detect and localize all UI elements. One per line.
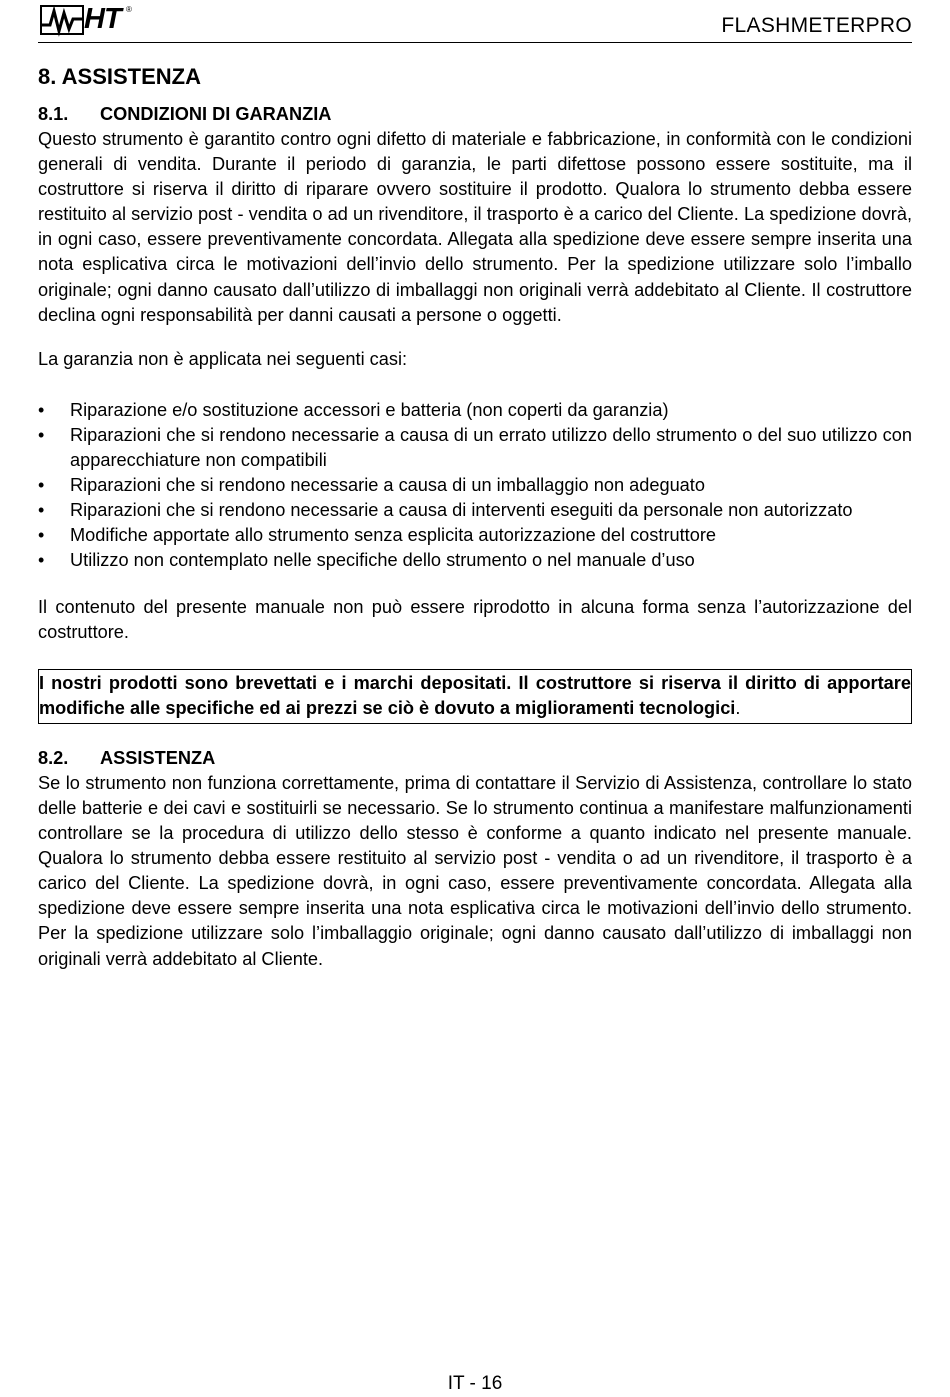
exclusions-intro: La garanzia non è applicata nei seguenti casi:: [38, 348, 408, 369]
copyright-paragraph: Il contenuto del presente manuale non può essere riprodotto in alcuna forma senza l’autorizzazione del costruttore.: [38, 596, 912, 642]
logo-registered-mark: ®: [126, 5, 132, 14]
patent-notice-tail: .: [735, 697, 741, 718]
warranty-title: CONDIZIONI DI GARANZIA: [100, 104, 332, 124]
list-item: • Modifiche apportate allo strumento senza esplicita autorizzazione del costruttore: [38, 523, 912, 548]
list-item: • Riparazioni che si rendono necessarie a causa di un imballaggio non adeguato: [38, 473, 912, 498]
list-item: • Utilizzo non contemplato nelle specifiche dello strumento o nel manuale d’uso: [38, 548, 912, 573]
page-number: IT - 16: [447, 1373, 503, 1394]
list-item: • Riparazioni che si rendono necessarie a causa di interventi eseguiti da personale non autorizzato: [38, 498, 912, 523]
page-header: [38, 0, 912, 43]
warranty-number: 8.1.: [38, 104, 69, 124]
warranty-heading: [38, 102, 912, 127]
ht-logo-mark-icon: [40, 3, 84, 37]
logo-text: HT: [84, 3, 121, 35]
patent-notice-text: I nostri prodotti sono brevettati e i marchi depositati. Il costruttore si riserva il diritto di apportare modifiche alle specifiche ed ai prezzi se ciò è dovuto a miglioramenti tecnologici: [39, 672, 911, 718]
section-title: ASSISTENZA: [61, 64, 202, 89]
warranty-paragraph: Questo strumento è garantito contro ogni difetto di materiale e fabbricazione, in conformità con le condizioni generali di vendita. Durante il periodo di garanzia, le parti difettose possono essere sostituite, ma il costruttore si riserva il diritto di riparare ovvero sostituire il prodotto. Qualora lo strumento debba essere restituito al servizio post - vendita o ad un rivenditore, il trasporto è a carico del Cliente. La spedizione dovrà, in ogni caso, essere preventivamente concordata. Allegata alla spedizione deve essere sempre inserita una nota esplicativa circa le motivazioni dell’invio dello strumento. Per la spedizione utilizzare solo l’imballo originale; ogni danno causato dall’utilizzo di imballaggi non originali verrà addebitato al Cliente. Il costruttore declina ogni responsabilità per danni causati a persone o oggetti.: [38, 129, 912, 325]
assistance-heading: [38, 746, 912, 771]
ht-logo: [40, 3, 132, 37]
list-item: • Riparazioni che si rendono necessarie a causa di un errato utilizzo dello strumento o del suo utilizzo con apparecchiature non compatibili: [38, 423, 912, 473]
assistance-paragraph: Se lo strumento non funziona correttamente, prima di contattare il Servizio di Assistenza, controllare lo stato delle batterie e dei cavi e sostituirli se necessario. Se lo strumento continua a manifestare malfunzionamenti controllare se la procedura di utilizzo dello stesso è conforme a quanto indicato nel presente manuale. Qualora lo strumento debba essere restituito al servizio post - vendita o ad un rivenditore, il trasporto è a carico del Cliente. La spedizione dovrà, in ogni caso, essere preventivamente concordata. Allegata alla spedizione deve essere sempre inserita una nota esplicativa circa le motivazioni dell’invio dello strumento. Per la spedizione utilizzare solo l’imballaggio originale; ogni danno causato dall’utilizzo di imballaggi non originali verrà addebitato al Cliente.: [38, 772, 912, 969]
list-item: • Riparazione e/o sostituzione accessori e batteria (non coperti da garanzia): [38, 398, 912, 423]
assistance-number: 8.2.: [38, 747, 69, 768]
section-number: 8.: [38, 64, 57, 89]
section-heading: [38, 62, 912, 92]
assistance-title: ASSISTENZA: [100, 747, 216, 768]
exclusions-list: [38, 398, 912, 574]
patent-notice-box: [38, 669, 912, 724]
document-title: FLASHMETERPRO: [721, 14, 912, 37]
page-content: [38, 62, 912, 972]
